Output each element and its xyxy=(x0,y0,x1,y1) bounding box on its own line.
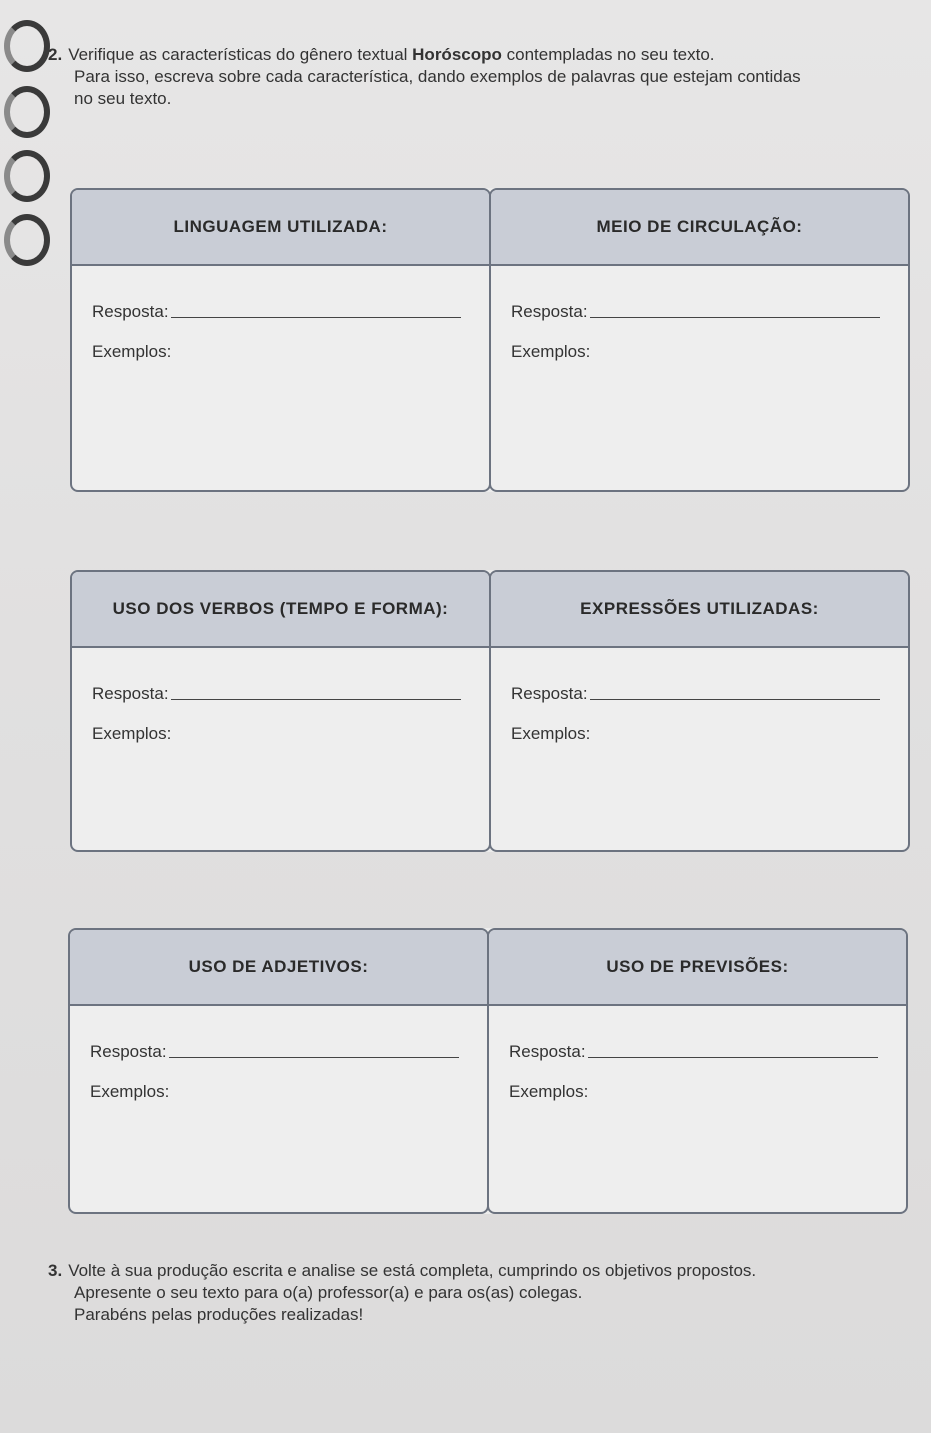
answer-blank[interactable] xyxy=(590,317,880,318)
question-text: Verifique as características do gênero textual xyxy=(68,45,413,64)
question-text: Para isso, escreva sobre cada característica, dando exemplos de palavras que estejam contidas xyxy=(74,67,801,86)
examples-label: Exemplos: xyxy=(511,724,591,743)
cell-header: MEIO DE CIRCULAÇÃO: xyxy=(491,190,908,266)
answer-blank[interactable] xyxy=(588,1057,878,1058)
answer-blank[interactable] xyxy=(590,699,880,700)
binding-ring-icon xyxy=(4,86,50,138)
cell-header: USO DE PREVISÕES: xyxy=(489,930,906,1006)
question-number: 2. xyxy=(48,45,63,64)
answer-label: Resposta: xyxy=(511,684,588,703)
question-text: contempladas no seu texto. xyxy=(501,45,715,64)
table-cell xyxy=(70,188,491,492)
question-text: no seu texto. xyxy=(74,89,172,108)
answer-label: Resposta: xyxy=(92,302,169,321)
answer-label: Resposta: xyxy=(509,1042,586,1061)
question-text: Parabéns pelas produções realizadas! xyxy=(74,1305,364,1324)
characteristics-table-1 xyxy=(70,188,908,492)
binding-ring-icon xyxy=(4,214,50,266)
question-3 xyxy=(48,1260,908,1326)
table-cell xyxy=(70,570,491,852)
answer-label: Resposta: xyxy=(92,684,169,703)
examples-label: Exemplos: xyxy=(92,724,172,743)
question-2 xyxy=(48,44,918,110)
examples-label: Exemplos: xyxy=(509,1082,589,1101)
table-cell xyxy=(487,928,908,1214)
characteristics-table-3 xyxy=(68,928,906,1214)
question-text: Volte à sua produção escrita e analise se está completa, cumprindo os objetivos propostos. xyxy=(68,1261,757,1280)
answer-label: Resposta: xyxy=(90,1042,167,1061)
genre-name: Horóscopo xyxy=(412,45,502,64)
cell-header: EXPRESSÕES UTILIZADAS: xyxy=(491,572,908,648)
binding-ring-icon xyxy=(4,20,50,72)
answer-label: Resposta: xyxy=(511,302,588,321)
examples-label: Exemplos: xyxy=(511,342,591,361)
table-cell xyxy=(489,570,910,852)
examples-label: Exemplos: xyxy=(92,342,172,361)
cell-header: LINGUAGEM UTILIZADA: xyxy=(72,190,489,266)
question-text: Apresente o seu texto para o(a) professor(a) e para os(as) colegas. xyxy=(74,1283,583,1302)
cell-header: USO DOS VERBOS (TEMPO E FORMA): xyxy=(72,572,489,648)
examples-label: Exemplos: xyxy=(90,1082,170,1101)
answer-blank[interactable] xyxy=(171,699,461,700)
answer-blank[interactable] xyxy=(171,317,461,318)
table-cell xyxy=(68,928,489,1214)
question-number: 3. xyxy=(48,1261,63,1280)
answer-blank[interactable] xyxy=(169,1057,459,1058)
spiral-binding xyxy=(0,0,48,300)
cell-header: USO DE ADJETIVOS: xyxy=(70,930,487,1006)
table-cell xyxy=(489,188,910,492)
characteristics-table-2 xyxy=(70,570,908,852)
binding-ring-icon xyxy=(4,150,50,202)
